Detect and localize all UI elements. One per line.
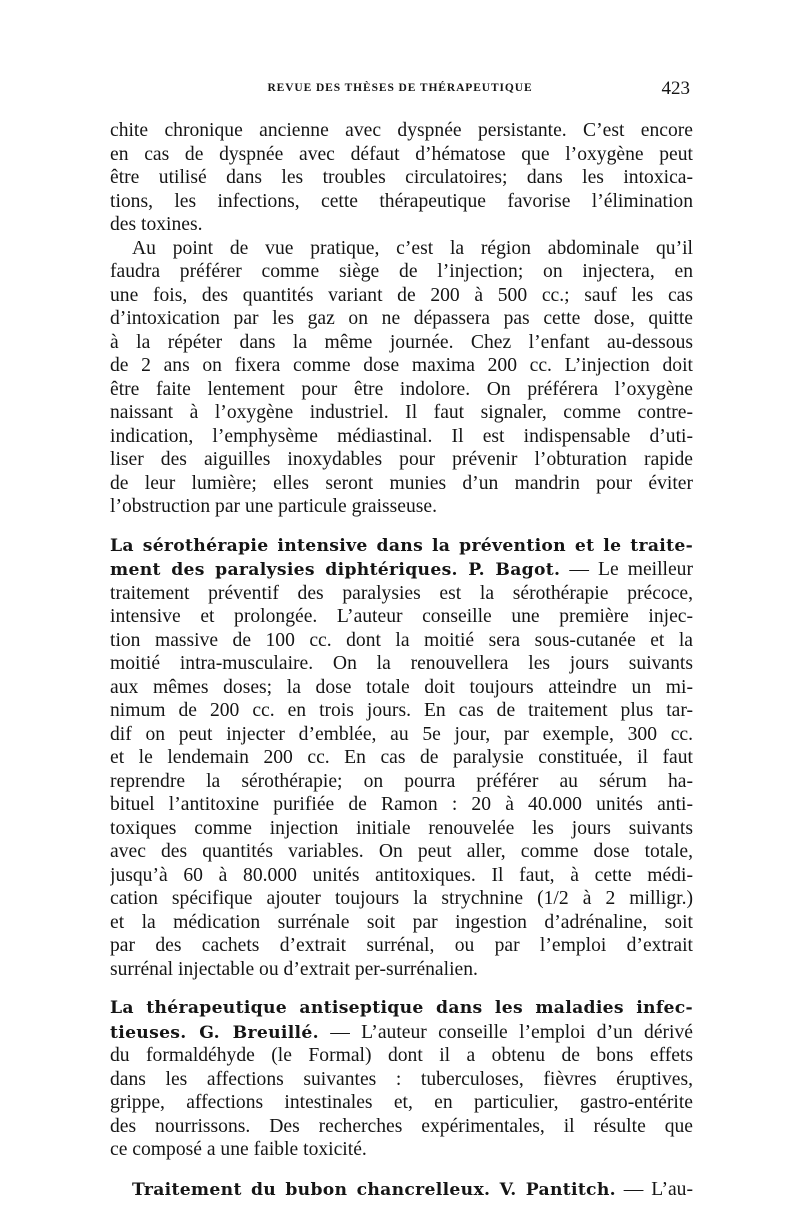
section-heading: La sérothérapie intensive dans la prévention et le traite- — [110, 535, 693, 556]
section-therapeutique-antiseptique — [110, 997, 693, 1162]
text-line: moitié intra-musculaire. On la renouvellera les jours suivants — [110, 653, 693, 674]
section-heading: Traitement du bubon chancrelleux. V. Pantitch. — [132, 1179, 616, 1200]
text-line: du formaldéhyde (le Formal) dont il a obtenu de bons effets — [110, 1045, 693, 1066]
text-line: et le lendemain 200 cc. En cas de paralysie constituée, il faut — [110, 747, 693, 768]
text-line: traitement préventif des paralysies est la sérothérapie précoce, — [110, 582, 693, 604]
text-line: nimum de 200 cc. en trois jours. En cas de traitement plus tar- — [110, 700, 693, 721]
text-line: Au point de vue pratique, c’est la région abdominale qu’il — [132, 237, 693, 259]
text-line: être faite lentement pour être indolore. On préférera l’oxygène — [110, 378, 693, 400]
text-line: ce composé a une faible toxicité. — [110, 1139, 367, 1160]
paragraph-2 — [110, 237, 693, 519]
text-line: avec des quantités variables. On peut aller, comme dose totale, — [110, 841, 693, 862]
text-line-rest: — L’au- — [615, 1178, 693, 1200]
text-line: surrénal injectable ou d’extrait per-surrénalien. — [110, 958, 478, 980]
text-line: intensive et prolongée. L’auteur conseille une première injec- — [110, 606, 693, 627]
text-line: toxiques comme injection initiale renouvelée les jours suivants — [110, 817, 693, 839]
section-gap — [110, 519, 693, 535]
text-line: de 2 ans on fixera comme dose maxima 200 cc. L’injection doit — [110, 355, 693, 376]
text-line: une fois, des quantités variant de 200 à 500 cc.; sauf les cas — [110, 284, 693, 306]
text-line: de leur lumière; elles seront munies d’un mandrin pour éviter — [110, 472, 693, 494]
section-heading-author: tieuses. G. Breuillé. — [110, 1022, 319, 1043]
text-line: tion massive de 100 cc. dont la moitié sera sous-cutanée et la — [110, 629, 693, 651]
text-line: d’intoxication par les gaz on ne dépassera pas cette dose, quitte — [110, 308, 693, 329]
text-line: indication, l’emphysème médiastinal. Il est indispensable d’uti- — [110, 425, 693, 447]
text-line — [110, 1178, 693, 1202]
running-title: REVUE DES THÈSES DE THÉRAPEUTIQUE — [267, 82, 533, 94]
text-line-rest: — Le meilleur — [560, 559, 693, 580]
text-line: reprendre la sérothérapie; on pourra préférer au sérum ha- — [110, 770, 693, 792]
text-line: grippe, affections intestinales et, en particulier, gastro-entérite — [110, 1092, 693, 1113]
text-line: l’obstruction par une particule graisseuse. — [110, 496, 437, 517]
text-line: à la répéter dans la même journée. Chez l’enfant au-dessous — [110, 331, 693, 353]
section-gap — [110, 1162, 693, 1178]
section-serotherapie — [110, 535, 693, 982]
text-line: des nourrissons. Des recherches expérimentales, il résulte que — [110, 1115, 693, 1137]
text-line: liser des aiguilles inoxydables pour prévenir l’obturation rapide — [110, 449, 693, 470]
running-header — [110, 78, 690, 100]
section-heading-author: ment des paralysies diphtériques. P. Bagot. — [110, 560, 561, 580]
page-number: 423 — [661, 78, 690, 99]
section-gap — [110, 981, 693, 997]
text-line: chite chronique ancienne avec dyspnée persistante. C’est encore — [110, 120, 693, 141]
text-line: aux mêmes doses; la dose totale doit toujours atteindre un mi- — [110, 676, 693, 698]
text-line: dif on peut injecter d’emblée, au 5e jour, par exemple, 300 cc. — [110, 723, 693, 745]
text-line: tions, les infections, cette thérapeutique favorise l’élimination — [110, 190, 693, 212]
text-line: dans les affections suivantes : tuberculoses, fièvres éruptives, — [110, 1068, 693, 1090]
text-line-rest: — L’auteur conseille l’emploi d’un dérivé — [318, 1021, 693, 1043]
text-line: faudra préférer comme siège de l’injection; on injectera, en — [110, 261, 693, 282]
body-text — [110, 119, 693, 1201]
text-line: en cas de dyspnée avec défaut d’hématose que l’oxygène peut — [110, 143, 693, 165]
text-line: bituel l’antitoxine purifiée de Ramon : 20 à 40.000 unités anti- — [110, 794, 693, 815]
text-line: jusqu’à 60 à 80.000 unités antitoxiques. Il faut, à cette médi- — [110, 864, 693, 886]
text-line: être utilisé dans les troubles circulatoires; dans les intoxica- — [110, 167, 693, 188]
text-line: par des cachets d’extrait surrénal, ou par l’emploi d’extrait — [110, 935, 693, 956]
text-line: naissant à l’oxygène industriel. Il faut signaler, comme contre- — [110, 402, 693, 423]
text-line: des toxines. — [110, 214, 203, 235]
text-line: et la médication surrénale soit par ingestion d’adrénaline, soit — [110, 911, 693, 933]
paragraph-1 — [110, 119, 693, 237]
text-line — [110, 1021, 693, 1045]
text-line: cation spécifique ajouter toujours la strychnine (1/2 à 2 milligr.) — [110, 888, 693, 909]
section-bubon-chancrelleux — [110, 1178, 693, 1202]
section-heading: La thérapeutique antiseptique dans les maladies infec- — [110, 998, 693, 1018]
text-line — [110, 558, 693, 582]
